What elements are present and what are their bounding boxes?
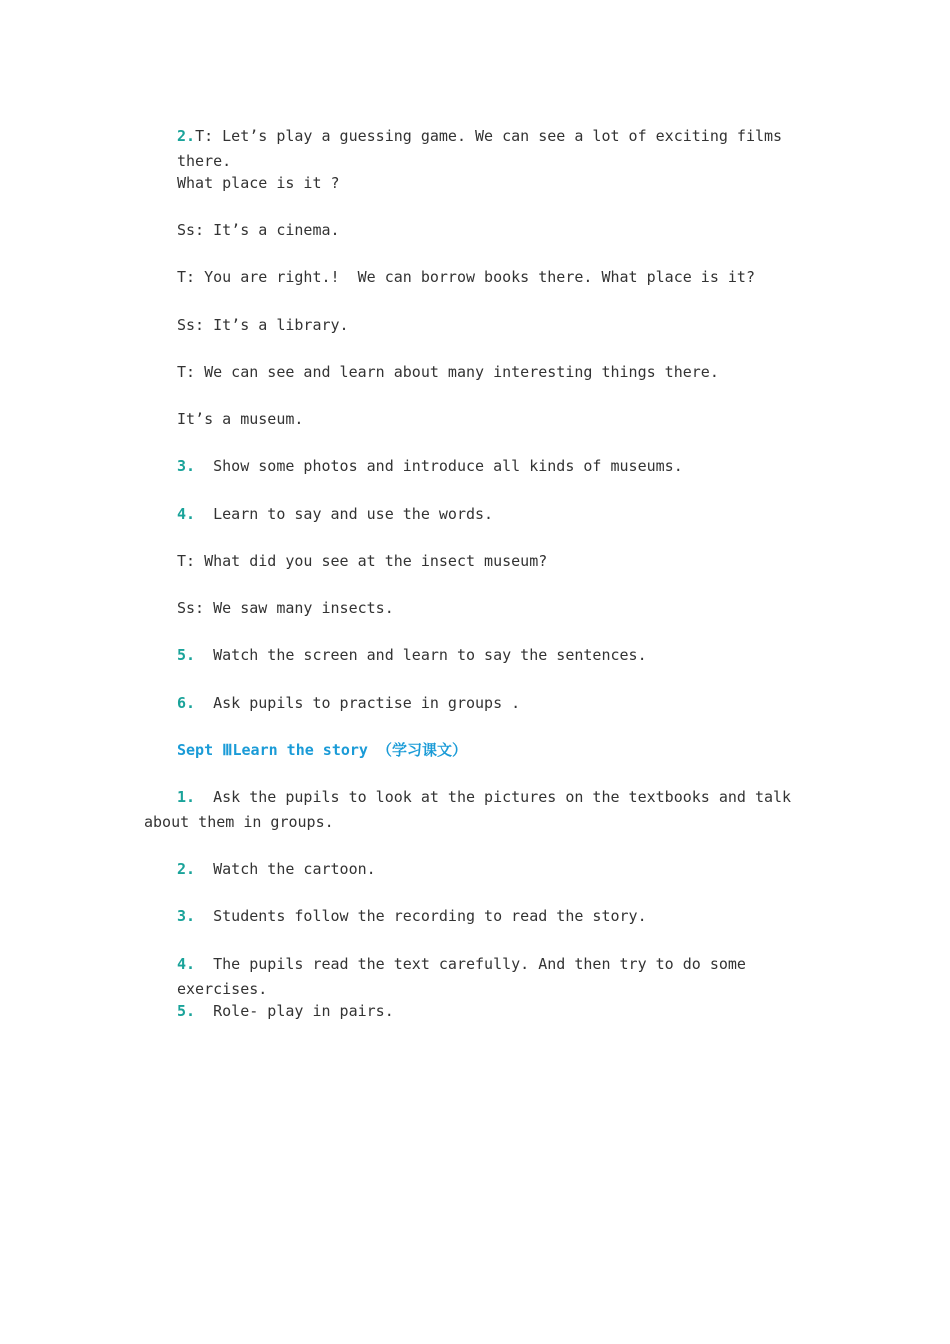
paragraph-text: It’s a museum. xyxy=(177,410,304,428)
paragraph-text: Ss: We saw many insects. xyxy=(177,599,394,617)
paragraph-text: T: You are right.! We can borrow books there. What place is it? xyxy=(177,268,755,286)
item-number: 4. xyxy=(177,955,196,973)
paragraph-text: T: Let’s play a guessing game. We can see a lot of exciting films there. xyxy=(177,127,792,170)
paragraph-text: T: We can see and learn about many interesting things there. xyxy=(177,363,719,381)
item-number: 6. xyxy=(177,694,196,712)
item-number: 4. xyxy=(177,505,196,523)
paragraph-text: Ss: It’s a cinema. xyxy=(177,221,340,239)
paragraph xyxy=(177,171,830,196)
paragraph xyxy=(177,502,830,527)
paragraph-text: Watch the screen and learn to say the sentences. xyxy=(195,646,647,664)
paragraph xyxy=(177,952,830,1002)
paragraph xyxy=(177,549,830,574)
paragraph-text: T: What did you see at the insect museum? xyxy=(177,552,548,570)
paragraph-text: Show some photos and introduce all kinds of museums. xyxy=(195,457,683,475)
item-number: 5. xyxy=(177,1002,196,1020)
paragraph-text: Watch the cartoon. xyxy=(195,860,376,878)
paragraph-text: What place is it ? xyxy=(177,174,340,192)
paragraph-text: The pupils read the text carefully. And then try to do some exercises. xyxy=(177,955,755,998)
paragraph xyxy=(177,265,830,290)
paragraph xyxy=(177,691,830,716)
paragraph-text: Learn to say and use the words. xyxy=(195,505,494,523)
paragraph xyxy=(177,313,830,338)
paragraph xyxy=(177,857,830,882)
paragraph xyxy=(177,407,830,432)
item-number: 2. xyxy=(177,127,196,145)
item-number: 3. xyxy=(177,457,196,475)
item-number: 3. xyxy=(177,907,196,925)
paragraph xyxy=(177,999,830,1024)
paragraph-text: Students follow the recording to read the story. xyxy=(195,907,647,925)
paragraph-text: Ss: It’s a library. xyxy=(177,316,349,334)
paragraph xyxy=(177,218,830,243)
paragraph xyxy=(177,904,830,929)
item-number: 1. xyxy=(177,788,196,806)
section-heading: Sept ⅢLearn the story （学习课文） xyxy=(177,741,467,759)
item-number: 2. xyxy=(177,860,196,878)
paragraph xyxy=(177,643,830,668)
paragraph xyxy=(177,360,830,385)
item-number: 5. xyxy=(177,646,196,664)
paragraph-text: Role- play in pairs. xyxy=(195,1002,394,1020)
paragraph xyxy=(177,124,830,174)
paragraph xyxy=(177,454,830,479)
paragraph-text: Ask the pupils to look at the pictures on the textbooks and talk about them in groups. xyxy=(144,788,801,831)
paragraph-text: Ask pupils to practise in groups . xyxy=(195,694,521,712)
paragraph xyxy=(144,785,830,835)
paragraph xyxy=(177,596,830,621)
